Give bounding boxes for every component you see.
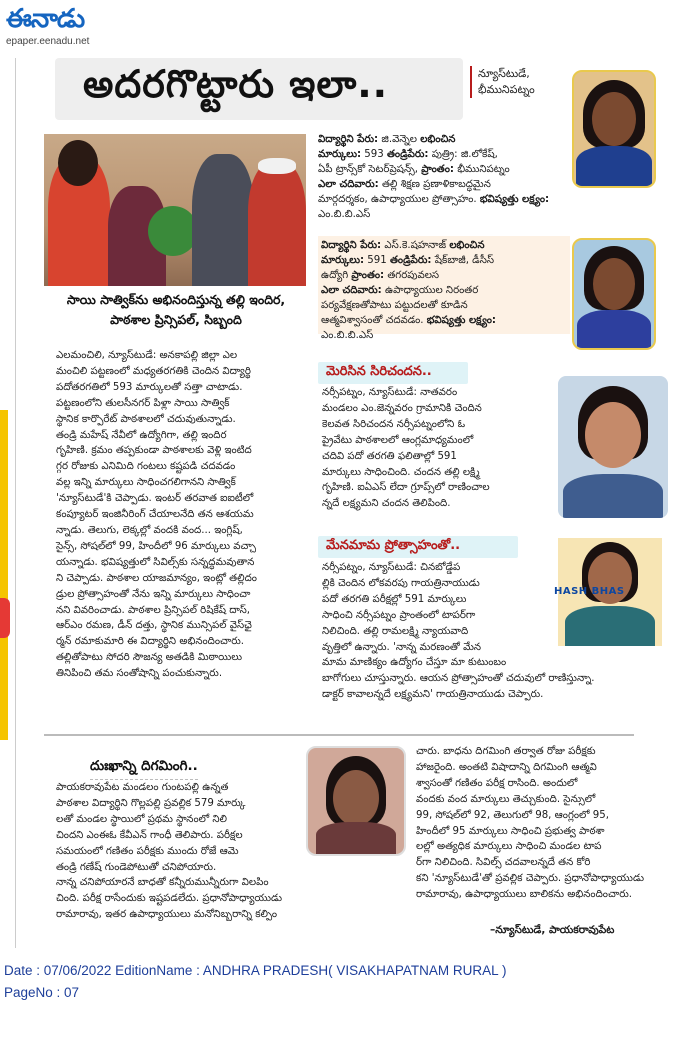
article-line: వల్ల ఇన్ని మార్కులు సాధించగలిగానని సాత్విక్‌ [56, 477, 236, 489]
article-line: సైన్స్‌, సోషల్‌లో 99, హిందీలో 96 మార్కులు వచ్చా [56, 540, 257, 552]
profile-label: భవిష్యత్తు లక్ష్యం: [426, 315, 496, 326]
article-line: మామ మాణిక్యం ఉద్యోగం చేస్తూ మా కుటుంబం [322, 657, 507, 669]
profile-label: ప్రాంతం: [421, 164, 454, 175]
student-portrait [572, 238, 656, 350]
section-heading: మేనమామ ప్రోత్సాహంతో.. [318, 536, 518, 558]
headline-box [55, 58, 463, 120]
gutter-red-tab [0, 598, 10, 638]
profile-value: ఆత్మవిశ్వాసంతో చదవడం. [321, 315, 427, 326]
bottom-article-heading: దుఃఖాన్ని దిగమింగి.. [90, 758, 198, 780]
article-line: ని చెప్పాడు. పాఠశాల యాజమాన్యం, ఇంట్లో తల్లిదం [56, 572, 257, 584]
article-line: మార్కులు సాధించింది. చందన తల్లి లక్ష్మి [322, 466, 480, 478]
school-banner: HASH BHAS [554, 586, 625, 597]
article-line: పట్టణంలోని తులసీనగర్‌ పిళ్లా సాయి సాత్విక్‌ [56, 397, 230, 409]
profile-label: ప్రాంతం: [351, 270, 385, 281]
profile-value: ఏపీ ట్రాన్స్‌కో సెటర్‌ప్రెషన్స్‌, [318, 164, 422, 175]
portrait-torso [577, 310, 651, 348]
profile-value: ఎస్‌.కె.షహనాజ్‌ [381, 240, 450, 251]
article-line: 99, సోషల్‌లో 92, తెలుగులో 98, ఆంగ్లంలో 95, [416, 809, 609, 821]
article-line: హాజరైంది. అంతటి విషాదాన్ని దిగమింగి ఆత్మవి [416, 761, 597, 773]
section-heading: మెరిసిన సిరిచందన.. [318, 362, 468, 384]
student-portrait [306, 746, 406, 856]
article-line: లల్లో అత్యధిక మార్కులు సాధించి మండల టాప [416, 841, 602, 853]
portrait-torso [316, 822, 396, 854]
profile-label: విద్యార్థిని పేరు: [318, 134, 379, 145]
profile-value: 591 [364, 255, 390, 266]
article-line: నర్సీపట్నం, న్యూస్‌టుడే: చినబోడ్డేప [322, 562, 461, 573]
article-line: తండ్రి మహేష్‌ నేవీలో ఉద్యోగిగా, తల్లి ఇందిర [56, 429, 227, 441]
portrait-torso [576, 146, 652, 186]
portrait-face [592, 92, 636, 146]
article-line: కని 'న్యూస్‌టుడే'తో ప్రవల్లిక చెప్పారు. ప్రధానోపాధ్యాయుడు [416, 873, 645, 885]
group-photo [44, 134, 306, 286]
profile-value: ఎం.బి.బి.ఎస్‌ [321, 330, 374, 341]
article-line: సమయంలో గణితం పరీక్షకు ముందు రోజే ఆమె [56, 845, 239, 857]
article-line: చారు. బాధను దిగమింగి తర్వాత రోజు పరీక్షకు [416, 746, 596, 757]
profile-label: ఎలా చదివారు: [318, 179, 379, 190]
article-line: నిలిచింది. తల్లి రామలక్ష్మి న్యాయవాది [322, 625, 469, 637]
profile-value: షేక్‌బాజీ, డీసీస్‌ [431, 255, 495, 266]
photo-person [248, 162, 306, 286]
profile-value: పర్యవేక్షణతోపాటు పట్టుదలతో కూడిన [321, 300, 468, 311]
eenadu-logo[interactable]: ఈనాడు [6, 4, 85, 34]
profile-value: ఎం.బి.బి.ఎస్‌ [318, 209, 371, 220]
article-line: పాయకరావుపేట మండలం గుంటపల్లి ఉన్నత [56, 782, 229, 793]
article-line: శ్వాసంతో గణితం పరీక్ష రాసింది. అందులో [416, 777, 578, 789]
left-gutter [0, 58, 16, 948]
article-line: నర్సీపట్నం, న్యూస్‌టుడే: నాతవరం [322, 387, 458, 398]
article-line: ప్రైవేటు పాఠశాలలో ఆంగ్లమాధ్యమంలో [322, 434, 474, 446]
article-line: మండలం ఎం.జెన్నవరం గ్రామానికి చెందిన [322, 402, 482, 414]
article-line: చిందని ఎంఈఓ కేవీఎన్‌ గాంధీ తెలిపారు. పరీక్షల [56, 829, 243, 841]
article-line: రామారావు, ఉపాధ్యాయులు బాలికను అభినందించారు. [416, 889, 632, 901]
article-line: 'న్యూస్‌టుడే'కి చెప్పాడు. ఇంటర్‌ తరవాత ఐఐటీలో [56, 493, 254, 505]
page-number: PageNo : 07 [4, 985, 80, 1000]
profile-label: విద్యార్థిని పేరు: [321, 240, 382, 251]
article-left [56, 348, 306, 682]
profile-value: భీమునిపట్నం [453, 164, 510, 175]
epaper-url[interactable]: epaper.eenadu.net [6, 36, 90, 47]
profile-label: తండ్రిపేరు: [389, 255, 432, 266]
article-line: కెలవత సిరిచందన నర్సీపట్నంలోని ఓ [322, 418, 466, 430]
dateline-top-line: భీమునిపట్నం [478, 83, 535, 96]
article-line: తినిపించి తమ సంతోషాన్ని పంచుకున్నారు. [56, 668, 223, 680]
profile-value: తల్లి శిక్షణ ప్రణాళికాబద్ధమైన [378, 179, 491, 190]
article-line: గృహిణి. ఐఏఎస్‌ లేదా గ్రూప్స్‌లో రాణించాల [322, 482, 490, 494]
article-line: ర్‌గా నిలిచింది. సివిల్స్‌ చదవాలన్నదే తన కోరి [416, 857, 591, 869]
profile-value: ఉపాధ్యాయుల నిరంతర [381, 285, 479, 296]
portrait-torso [565, 606, 655, 646]
bottom-article-right [416, 744, 666, 903]
profile-value: మార్గదర్శకం, ఉపాధ్యాయుల ప్రోత్సాహం. [318, 194, 480, 205]
photo-caption-line: సాయి సాత్విక్‌ను అభినందిస్తున్న తల్లి ఇందిర, [66, 292, 286, 307]
gutter-yellow-strip [0, 410, 8, 740]
article-line: పదోతరగతిలో 593 మార్కులతో సత్తా చాటాడు. [56, 381, 243, 393]
portrait-face [333, 770, 379, 826]
dateline-top [470, 66, 570, 98]
photo-cap [258, 158, 296, 174]
article-line: చింది. పరీక్ష రాసేందుకు ఇష్టపడలేదు. ప్రధానోపాధ్యాయుడు [56, 893, 283, 905]
article-line: గృహిణి. క్రమం తప్పకుండా పాఠశాలకు వెళ్లి ఇంటిద [56, 445, 252, 457]
student-portrait [572, 70, 656, 188]
profile-label: లభించిన [420, 134, 456, 145]
article-line: తండ్రి గణేష్‌ గుండెపోటుతో చనిపోయారు. [56, 861, 217, 873]
article-line: లతో మండల స్థాయిలో ప్రథమ స్థానంలో నిలి [56, 813, 227, 825]
profile-label: తండ్రిపేరు: [386, 149, 429, 160]
portrait-torso [563, 474, 663, 518]
masthead [6, 4, 146, 54]
article-line: కంప్యూటర్‌ ఇంజినీరింగ్‌ చేయాలనేది తన ఆశయమ [56, 509, 254, 521]
page-footer [4, 960, 506, 1004]
profile-value: ఉద్యోగి [321, 270, 352, 281]
article-line: బాగోగులు చూస్తున్నారు. ఆయన ప్రోత్సాహంతో చదువులో రాణిస్తున్నా. [322, 673, 595, 685]
photo-caption [48, 290, 304, 330]
edition-info: Date : 07/06/2022 EditionName : ANDHRA PRADESH( VISAKHAPATNAM RURAL ) [4, 963, 507, 978]
article-line: ర్మన్‌ రమాకుమారి ఈ విద్యార్థిని అభినందించారు. [56, 636, 245, 648]
article-line: న్నాడు. తెలుగు, లెక్కల్లో వందకి వంద... ఇంగ్లిష్‌, [56, 524, 243, 536]
article-line: వృత్తిలో ఉన్నారు. 'నాన్న మరణంతో మేన [322, 641, 482, 653]
bottom-article-left [56, 780, 300, 923]
article-line: పదో తరగతి పరీక్షల్లో 591 మార్కులు [322, 593, 467, 605]
photo-head [58, 140, 98, 186]
article-line: రామారావు, ఇతర ఉపాధ్యాయులు మనోనిబ్బరాన్ని కల్పిం [56, 909, 278, 921]
portrait-face [585, 402, 641, 468]
article-line: యన్నాడు. భవిష్యత్తులో సివిల్స్‌కు సన్నద్ధమవుతాన [56, 556, 255, 568]
article-line: మంచిలి పట్టణంలో మధ్యతరగతికి చెందిన విద్యార్థి [56, 365, 251, 377]
student-portrait [558, 376, 668, 518]
profile-label: మార్కులు: [321, 255, 365, 266]
article-line: పాఠశాల విద్యార్థిని గొల్లపల్లి ప్రవల్లిక 579 మార్కు [56, 797, 246, 809]
article-line: వందకు వంద మార్కులు తెచ్చుకుంది. సైన్సులో [416, 793, 596, 805]
photo-person [192, 154, 254, 286]
photo-caption-line: పాఠశాల ప్రిన్సిపల్‌, సిబ్బంది [110, 312, 242, 327]
article-line: న్నదే లక్ష్యమని చందన తెలిపింది. [322, 498, 451, 510]
flower-bouquet [148, 206, 198, 256]
profile-label: మార్కులు: [318, 149, 362, 160]
article-line: సాధించి నర్సీపట్నం ప్రాంతంలో టాపర్‌గా [322, 609, 476, 621]
profile-label: ఎలా చదివారు: [321, 285, 382, 296]
article-line: చదివి పదో తరగతి ఫలితాల్లో 591 [322, 450, 457, 462]
profile-label: భవిష్యత్తు లక్ష్యం: [479, 194, 550, 205]
article-line: ల్లికి చెందిన లోకవరపు గాయత్రినాయుడు [322, 577, 480, 589]
article-line: ఎలమంచిలి, న్యూస్‌టుడే: అనకాపల్లి జిల్లా ఎల [56, 350, 238, 361]
article-line: ఆర్‌ఎం రమణ, డీన్‌ దత్తు, స్థానిక మున్సిపల్‌ వైస్‌ఛై [56, 620, 252, 632]
article-line: స్థానిక కార్పొరేట్‌ పాఠశాలలో చదువుతున్నాడు. [56, 413, 236, 425]
article-line: తల్లితోపాటు సోదరి సౌజన్య అతడికి మిఠాయిలు [56, 652, 243, 664]
student-profile-1 [318, 132, 570, 232]
student-profile-2 [318, 236, 570, 341]
portrait-face [593, 258, 635, 310]
article-line: హిందీలో 95 మార్కులు సాధించి ప్రభుత్వ పాఠశా [416, 825, 605, 837]
profile-value: 593 [361, 149, 387, 160]
dateline-top-line: న్యూస్‌టుడే, [478, 67, 530, 80]
article-line: డ్రుల ప్రోత్సాహంతో నేను ఇన్ని మార్కులు సాధించా [56, 588, 251, 600]
article-section-2 [322, 385, 552, 512]
profile-value: జి.వెన్నెల [378, 134, 421, 145]
page-headline: అదరగొట్టారు ఇలా.. [83, 62, 389, 106]
profile-value: పుత్ర్రి: జి.లోకేష్‌, [428, 149, 498, 160]
bottom-dateline: –న్యూస్‌టుడే, పాయకరావుపేట [490, 924, 615, 936]
profile-value: తగరపువలస [384, 270, 440, 281]
article-line: నని వివరించాడు. పాఠశాల ప్రిన్సిపల్‌ రిషికేష్‌ దాస్‌, [56, 604, 250, 616]
article-line: నాన్న చనిపోయారనే బాధతో కన్నీరుమున్నీరుగా విలపిం [56, 877, 269, 889]
profile-label: లభించిన [449, 240, 485, 251]
section-divider [44, 734, 634, 736]
article-line: గ్గర రోజుకు ఎనిమిది గంటలు కష్టపడి చదవడం [56, 461, 236, 473]
article-line: డాక్టర్‌ కావాలన్నదే లక్ష్యమని' గాయత్రినాయుడు చెప్పారు. [322, 689, 544, 701]
